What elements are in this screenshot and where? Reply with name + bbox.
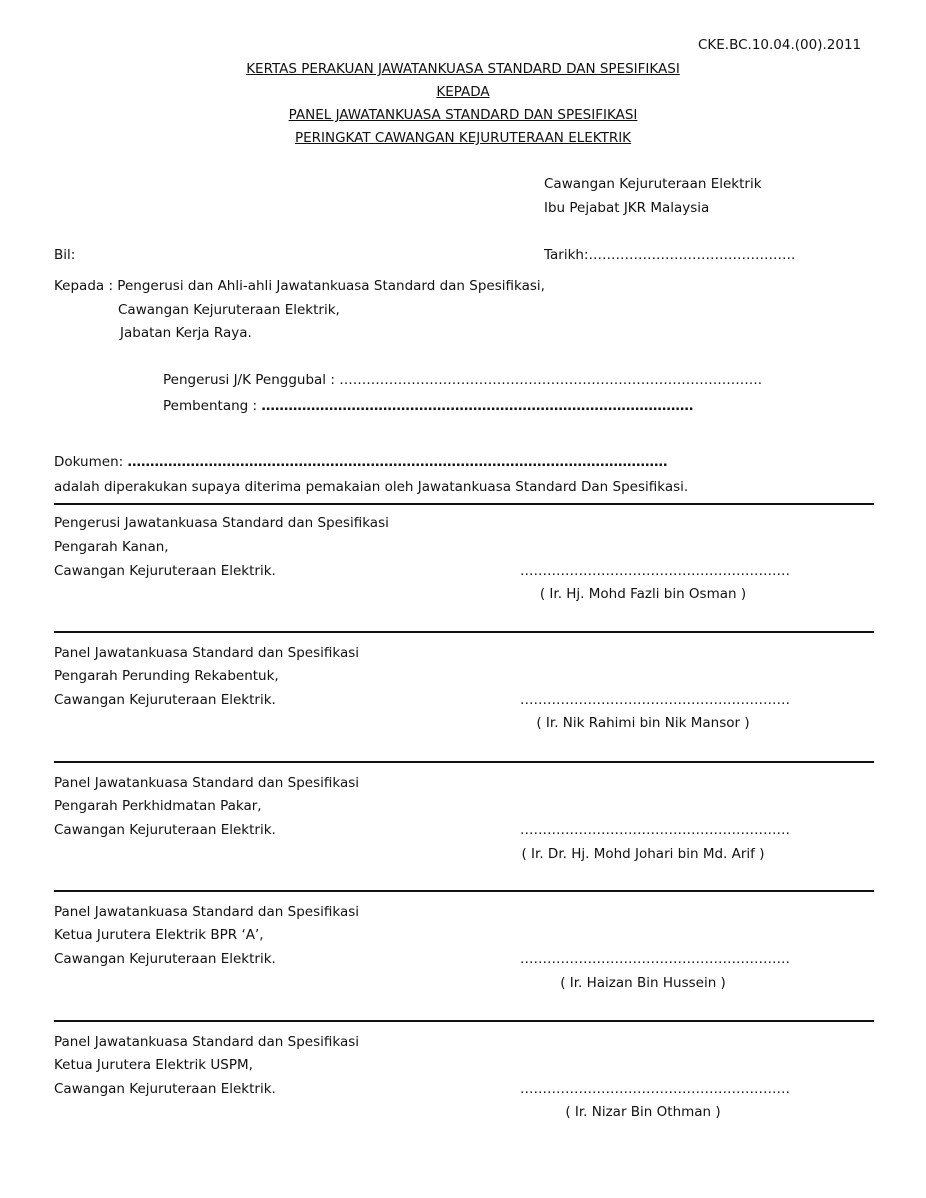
- address-line-1: Cawangan Kejuruteraan Elektrik: [544, 176, 762, 192]
- dokumen-label: Dokumen:: [54, 454, 124, 470]
- signatory-name: ( Ir. Dr. Hj. Mohd Johari bin Md. Arif ): [521, 846, 765, 862]
- divider: [54, 890, 874, 892]
- pembentang-dots: ……………………………………………………………………………………: [261, 398, 694, 414]
- title-line-3: PANEL JAWATANKUASA STANDARD DAN SPESIFIKASI: [288, 107, 638, 123]
- statement: adalah diperakukan supaya diterima pemakaian oleh Jawatankuasa Standard Dan Spesifikasi.: [54, 479, 689, 495]
- signature-line: ……………………………………………………: [520, 951, 790, 967]
- tarikh-field: Tarikh:……………………………………….: [544, 247, 796, 263]
- signatory-name: ( Ir. Hj. Mohd Fazli bin Osman ): [539, 586, 747, 602]
- pembentang-label: Pembentang :: [163, 398, 258, 414]
- signatory-department: Cawangan Kejuruteraan Elektrik.: [54, 1081, 276, 1097]
- signatory-role: Panel Jawatankuasa Standard dan Spesifikasi: [54, 904, 359, 920]
- address-line-2: Ibu Pejabat JKR Malaysia: [544, 200, 710, 216]
- signature-line: ……………………………………………………: [520, 563, 790, 579]
- kepada-line-1: Kepada : Pengerusi dan Ahli-ahli Jawatankuasa Standard dan Spesifikasi,: [54, 278, 545, 294]
- signature-line: ……………………………………………………: [520, 692, 790, 708]
- signatory-department: Cawangan Kejuruteraan Elektrik.: [54, 951, 276, 967]
- divider: [54, 503, 874, 505]
- title-line-1: KERTAS PERAKUAN JAWATANKUASA STANDARD DAN SPESIFIKASI: [246, 61, 680, 77]
- divider: [54, 761, 874, 763]
- signatory-position: Pengarah Perunding Rekabentuk,: [54, 668, 279, 684]
- signatory-department: Cawangan Kejuruteraan Elektrik.: [54, 563, 276, 579]
- title-line-4: PERINGKAT CAWANGAN KEJURUTERAAN ELEKTRIK: [294, 130, 632, 146]
- title-line-2: KEPADA: [436, 84, 490, 100]
- signatory-department: Cawangan Kejuruteraan Elektrik.: [54, 822, 276, 838]
- signatory-position: Pengarah Perkhidmatan Pakar,: [54, 798, 262, 814]
- pembentang-field: [163, 398, 693, 414]
- divider: [54, 631, 874, 633]
- signatory-position: Pengarah Kanan,: [54, 539, 169, 555]
- signatory-role: Pengerusi Jawatankuasa Standard dan Spesifikasi: [54, 515, 389, 531]
- signature-line: ……………………………………………………: [520, 1081, 790, 1097]
- kepada-line-2: Cawangan Kejuruteraan Elektrik,: [118, 302, 340, 318]
- pengerusi-penggubal-field: Pengerusi J/K Penggubal : ………………………………………………………………………………….: [163, 372, 762, 388]
- signatory-role: Panel Jawatankuasa Standard dan Spesifikasi: [54, 645, 359, 661]
- signatory-position: Ketua Jurutera Elektrik BPR ‘A’,: [54, 927, 264, 943]
- signatory-role: Panel Jawatankuasa Standard dan Spesifikasi: [54, 775, 359, 791]
- dokumen-dots: …………………………………………………………………………………………………………: [127, 454, 668, 470]
- kepada-line-3: Jabatan Kerja Raya.: [120, 325, 252, 341]
- doc-ref: CKE.BC.10.04.(00).2011: [698, 37, 862, 53]
- bil-label: Bil:: [54, 247, 76, 263]
- signatory-name: ( Ir. Nizar Bin Othman ): [565, 1104, 721, 1120]
- divider: [54, 1020, 874, 1022]
- signatory-position: Ketua Jurutera Elektrik USPM,: [54, 1057, 253, 1073]
- signatory-name: ( Ir. Nik Rahimi bin Nik Mansor ): [536, 715, 750, 731]
- signatory-role: Panel Jawatankuasa Standard dan Spesifikasi: [54, 1034, 359, 1050]
- signature-line: ……………………………………………………: [520, 822, 790, 838]
- signatory-name: ( Ir. Haizan Bin Hussein ): [560, 975, 726, 991]
- signatory-department: Cawangan Kejuruteraan Elektrik.: [54, 692, 276, 708]
- dokumen-field: [54, 454, 667, 470]
